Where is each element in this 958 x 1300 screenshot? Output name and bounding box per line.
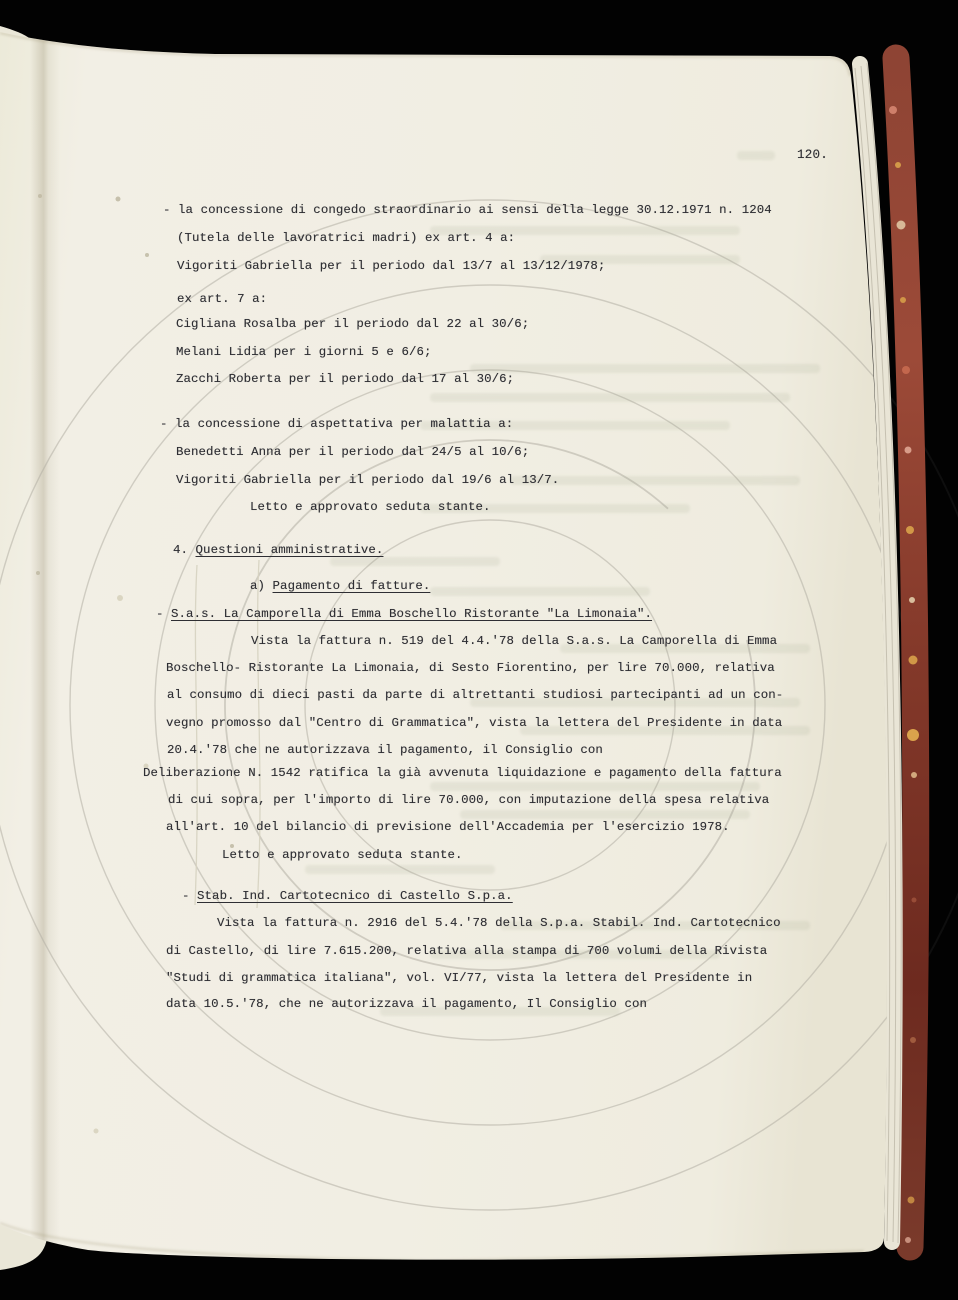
line-text: Cigliana Rosalba per il periodo dal 22 al 30/6; [176,317,530,331]
document-line [176,473,559,488]
document-line [222,848,463,863]
document-line [163,203,772,218]
document-line [173,543,383,558]
line-text: Vigoriti Gabriella per il periodo dal 13/7 al 13/12/1978; [177,259,606,273]
document-line [177,292,267,307]
document-line [166,997,647,1012]
document-line [166,820,730,835]
line-text: "Studi di grammatica italiana", vol. VI/77, vista la lettera del Presidente in [166,971,753,985]
document-line [166,971,752,986]
line-text: la concessione di aspettativa per malattia a: [175,417,514,431]
line-text: di cui sopra, per l'importo di lire 70.000, con imputazione della spesa relativa [168,793,770,807]
document-line [160,417,513,432]
line-prefix: - [160,417,176,431]
document-line [167,688,783,703]
document-line [217,916,781,931]
document-line [176,445,529,460]
line-text: ex art. 7 a: [177,292,268,306]
line-text: vegno promosso dal "Centro di Grammatica", vista la lettera del Presidente in data [166,716,783,730]
document-line [176,345,432,360]
line-text: al consumo di dieci pasti da parte di altrettanti studiosi partecipanti ad un con- [167,688,784,702]
line-underlined-text: Pagamento di fatture. [272,579,431,593]
line-text: Zacchi Roberta per il periodo dal 17 al 30/6; [176,372,515,386]
page-number: 120. [797,148,829,162]
line-underlined-text: S.a.s. La Camporella di Emma Boschello Ristorante "La Limonaia". [171,607,653,621]
line-text: Boschello- Ristorante La Limonaia, di Sesto Fiorentino, per lire 70.000, relativa [166,661,775,675]
document-line [143,766,782,781]
document-line [166,716,782,731]
line-text: la concessione di congedo straordinario ai sensi della legge 30.12.1971 n. 1204 [178,203,772,217]
line-prefix: - [156,607,172,621]
document-line [166,944,767,959]
line-prefix: a) [250,579,273,593]
line-text: Vigoriti Gabriella per il periodo dal 19/6 al 13/7. [176,473,560,487]
line-prefix: - [163,203,179,217]
line-text: Deliberazione N. 1542 ratifica la già avvenuta liquidazione e pagamento della fattura [143,766,782,780]
document-line [176,372,514,387]
line-text: all'art. 10 del bilancio di previsione dell'Accademia per l'esercizio 1978. [166,820,730,834]
line-prefix: 4. [173,543,196,557]
document-line [182,889,513,904]
document-line [166,661,775,676]
line-text: Melani Lidia per i giorni 5 e 6/6; [176,345,432,359]
line-text: Letto e approvato seduta stante. [250,500,491,514]
document-line [250,500,491,515]
document-line [177,259,605,274]
line-text: Vista la fattura n. 519 del 4.4.'78 della S.a.s. La Camporella di Emma [251,634,778,648]
line-text: 20.4.'78 che ne autorizzava il pagamento, il Consiglio con [167,743,603,757]
document-line [250,579,430,594]
line-text: data 10.5.'78, che ne autorizzava il pagamento, Il Consiglio con [166,997,647,1011]
document-line [167,743,603,758]
document-line [176,317,529,332]
document-line [156,607,652,622]
line-prefix: - [182,889,198,903]
line-underlined-text: Stab. Ind. Cartotecnico di Castello S.p.a. [197,889,513,903]
line-text: (Tutela delle lavoratrici madri) ex art. 4 a: [177,231,516,245]
line-underlined-text: Questioni amministrative. [195,543,384,557]
document-line [177,231,515,246]
line-text: Benedetti Anna per il periodo dal 24/5 al 10/6; [176,445,530,459]
document-line [168,793,769,808]
document-line [251,634,777,649]
line-text: Vista la fattura n. 2916 del 5.4.'78 della S.p.a. Stabil. Ind. Cartotecnico [217,916,781,930]
line-text: di Castello, di lire 7.615.200, relativa alla stampa di 700 volumi della Rivista [166,944,768,958]
line-text: Letto e approvato seduta stante. [222,848,463,862]
